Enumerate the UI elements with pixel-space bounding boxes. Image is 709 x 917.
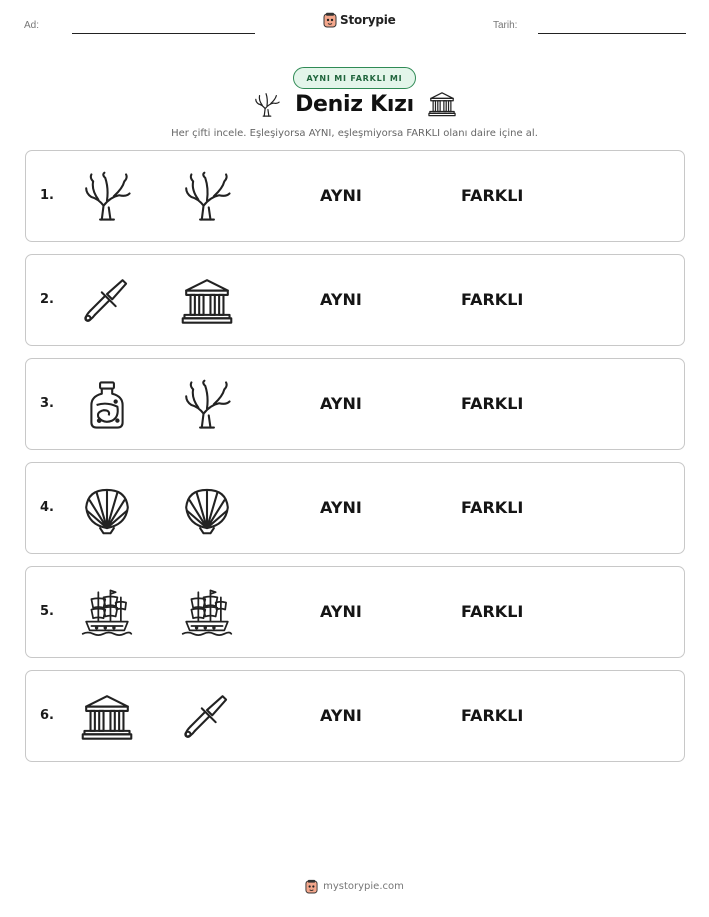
row-number: 5. [40,604,54,619]
row-number: 3. [40,396,54,411]
ship-icon [79,587,135,639]
mascot-icon [323,12,337,28]
temple-icon [179,275,235,327]
option-same[interactable]: AYNI [320,498,362,517]
row-number: 4. [40,500,54,515]
row-number: 1. [40,188,54,203]
coral-icon [253,90,281,118]
option-same[interactable]: AYNI [320,706,362,725]
exercise-row [25,358,685,450]
activity-badge: AYNI MI FARKLI MI [293,67,416,89]
potion-bottle-icon [79,379,135,431]
option-different[interactable]: FARKLI [461,186,524,205]
row-number: 2. [40,292,54,307]
date-label: Tarih: [493,20,518,31]
brand-logo [323,12,396,28]
exercise-row [25,670,685,762]
name-line [72,33,255,34]
option-same[interactable]: AYNI [320,290,362,309]
seashell-icon [79,483,135,535]
option-different[interactable]: FARKLI [461,498,524,517]
exercise-row [25,254,685,346]
row-number: 6. [40,708,54,723]
brand-name: Storypie [340,13,396,27]
exercise-row [25,150,685,242]
option-different[interactable]: FARKLI [461,394,524,413]
seashell-icon [179,483,235,535]
dagger-icon [179,691,235,743]
page-title: Deniz Kızı [295,91,414,117]
option-same[interactable]: AYNI [320,186,362,205]
dagger-icon [79,275,135,327]
mascot-icon [305,879,318,894]
instructions: Her çifti incele. Eşleşiyorsa AYNI, eşleşmiyorsa FARKLI olanı daire içine al. [171,128,538,139]
title-row [0,90,709,118]
option-same[interactable]: AYNI [320,602,362,621]
coral-icon [179,171,235,223]
option-different[interactable]: FARKLI [461,706,524,725]
coral-icon [179,379,235,431]
temple-icon [79,691,135,743]
ship-icon [179,587,235,639]
footer [0,879,709,894]
option-same[interactable]: AYNI [320,394,362,413]
exercise-row [25,566,685,658]
footer-site: mystorypie.com [323,881,404,892]
date-line [538,33,686,34]
exercise-row [25,462,685,554]
coral-icon [79,171,135,223]
temple-icon [428,90,456,118]
option-different[interactable]: FARKLI [461,602,524,621]
option-different[interactable]: FARKLI [461,290,524,309]
name-label: Ad: [24,20,40,31]
